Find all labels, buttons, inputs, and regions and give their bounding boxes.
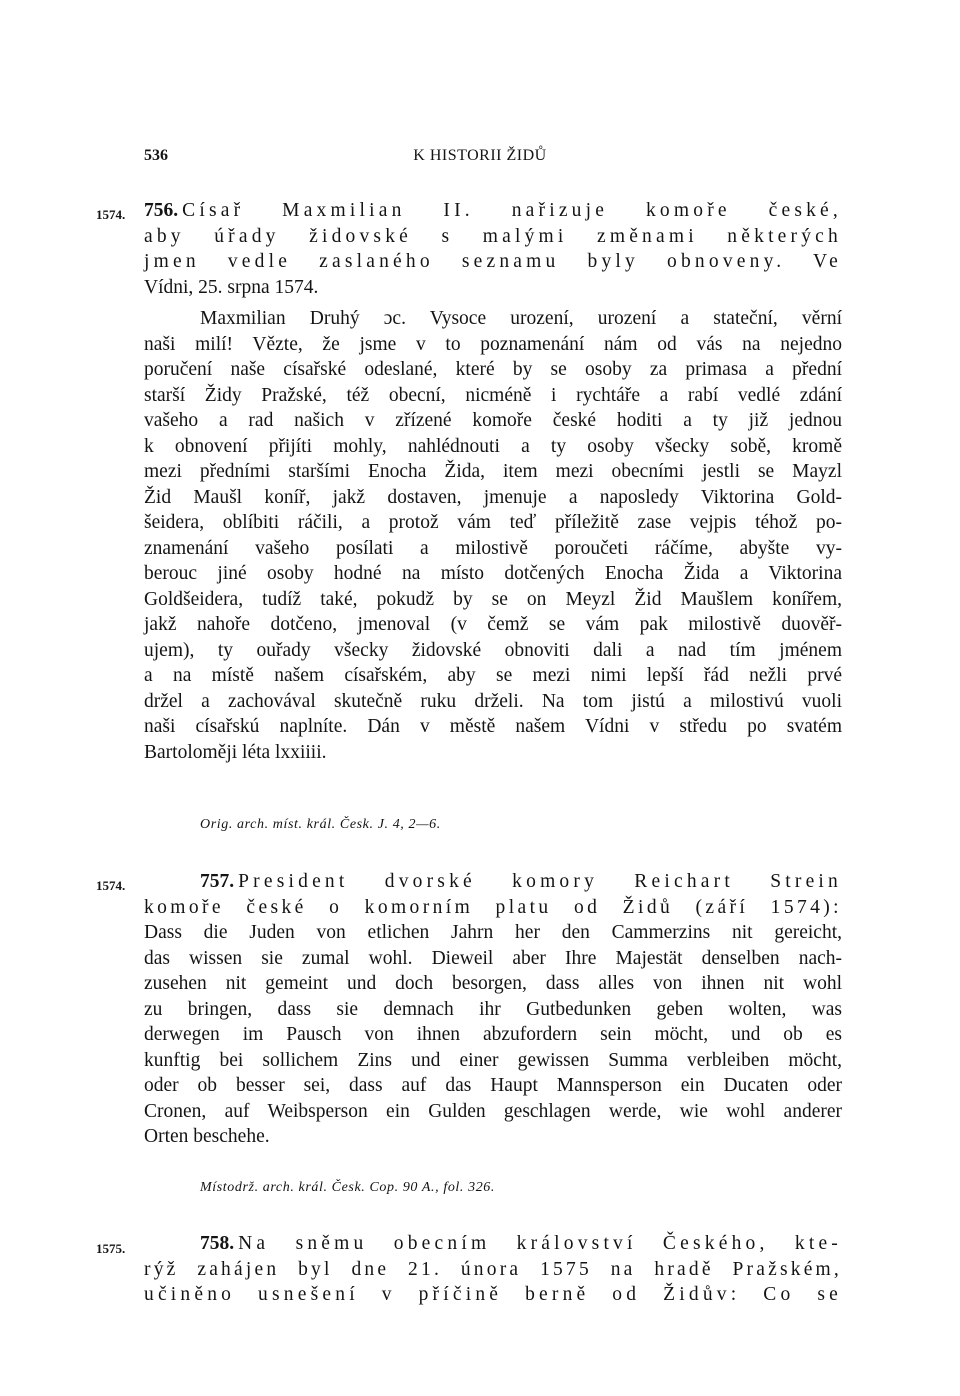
entry-text-line: Goldšeidera, tudíž také, pokudž by se on Meyzl Žid Maušlem konířem, bbox=[144, 588, 842, 610]
entry-text-line: ujem), ty ouřady všecky židovské obnoviti dali a nad tím jménem bbox=[144, 639, 842, 661]
entry-text-line: derwegen im Pausch von ihnen abzufordern sein möcht, und ob es bbox=[144, 1024, 842, 1045]
entry-year: 1574. bbox=[96, 207, 126, 222]
page-number: 536 bbox=[144, 147, 168, 164]
entry-text-line: jakž nahoře dotčeno, jmenoval (v čemž se vám pak milostivě duověř- bbox=[144, 614, 842, 635]
entry-text-line: starší Židy Pražské, též obecní, nicméně i rychtáře a rabí vedlé zdání bbox=[144, 384, 842, 406]
entry-text-line: zu bringen, dass sie demnach ihr Gutbedunken geben wolten, was bbox=[144, 998, 842, 1020]
entry-text-line: Žid Maušl koníř, jakž dostaven, jmenuje a naposledy Viktorina Gold- bbox=[144, 486, 842, 508]
entry-text-line: znamenání vašeho posílati a milostivě poroučeti ráčíme, abyšte vy- bbox=[144, 537, 842, 559]
entry-year: 1575. bbox=[96, 1241, 126, 1256]
entry-number: 757. bbox=[200, 871, 235, 892]
entry-758 bbox=[144, 1231, 842, 1308]
entry-text-line: Bartoloměji léta lxxiiii. bbox=[144, 741, 327, 763]
running-title: K HISTORII ŽIDŮ bbox=[413, 147, 547, 164]
entry-text-line: Orten beschehe. bbox=[144, 1126, 270, 1147]
entry-text-line: poručení naše císařské odeslané, které by se osoby za primasa a přední bbox=[144, 359, 842, 380]
entry-text-line: vašeho a rad našich v zřízené komoře české hoditi a ty již jednou bbox=[144, 410, 842, 431]
entry-number: 756. bbox=[144, 200, 179, 221]
entry-title-line: 758. Na sněmu obecním království Českého, kte- bbox=[200, 1233, 842, 1254]
entry-title-line: jmen vedle zaslaného seznamu byly obnoveny. Ve bbox=[144, 251, 842, 272]
source-citation: Orig. arch. míst. král. Česk. J. 4, 2—6. bbox=[200, 817, 441, 832]
entry-number: 758. bbox=[200, 1233, 235, 1254]
entry-title-line: 756. Císař Maxmilian II. nařizuje komoře české, bbox=[144, 200, 842, 221]
entry-text-line: naši císařskú naplníte. Dán v městě našem Vídni v středu po svatém bbox=[144, 716, 842, 737]
entry-text-line: Maxmilian Druhý ɔc. Vysoce urození, urození a stateční, věrní bbox=[200, 308, 842, 329]
entry-text-line: zusehen nit gemeint und doch besorgen, dass alles von ihnen nit wohl bbox=[144, 973, 842, 994]
entry-text-line: kunftig bei sollichem Zins und einer gewissen Summa verbleiben möcht, bbox=[144, 1049, 842, 1071]
entry-text-line: Cronen, auf Weibsperson ein Gulden geschlagen werde, wie wohl anderer bbox=[144, 1100, 842, 1122]
entry-place-date: Vídni, 25. srpna 1574. bbox=[144, 276, 319, 298]
entry-title-line: komoře české o komorním platu od Židů (září 1574): bbox=[144, 896, 842, 918]
entry-text-line: berouc jiné osoby hodné na místo dotčených Enocha Žida a Viktorina bbox=[144, 563, 842, 584]
entry-756 bbox=[144, 198, 842, 765]
entry-text-line: Dass die Juden von etlichen Jahrn her den Cammerzins nit gereicht, bbox=[144, 922, 842, 943]
entry-title-line: aby úřady židovské s malými změnami některých bbox=[144, 225, 842, 247]
entry-text-line: držel a zachovával skutečně ruku drželi. Na tom jistú a milostivú vuoli bbox=[144, 690, 842, 712]
page-header bbox=[0, 147, 960, 171]
entry-text-line: mezi předními staršími Enocha Žida, item mezi obecními jestli se Mayzl bbox=[144, 461, 842, 482]
entry-text-line: das wissen sie zumal wohl. Dieweil aber Ihre Majestät denselben nach- bbox=[144, 947, 842, 969]
entry-year: 1574. bbox=[96, 878, 126, 893]
entry-text-line: šeidera, oblíbiti ráčili, a protož vám teď příležitě zase vejpis téhož po- bbox=[144, 512, 842, 533]
source-citation: Místodrž. arch. král. Česk. Cop. 90 A., fol. 326. bbox=[200, 1180, 496, 1195]
entry-text-line: a na místě našem císařském, aby se mezi nimi lepší řád nežli prvé bbox=[144, 665, 842, 686]
entry-text-line: naši milí! Vězte, že jsme v to poznamenání nám od vás na nejedno bbox=[144, 333, 842, 355]
entry-title-line: 757. President dvorské komory Reichart Strein bbox=[200, 871, 842, 892]
entry-text-line: oder ob besser sei, dass auf das Haupt Mannsperson ein Ducaten oder bbox=[144, 1075, 842, 1096]
entry-text-line: k obnovení přijíti mohly, nahlédnouti a ty osoby všecky sobě, kromě bbox=[144, 435, 842, 457]
entry-757 bbox=[144, 869, 842, 1150]
entry-title-line: učiněno usnešení v příčině berně od Židův: Co se bbox=[144, 1284, 842, 1305]
entry-title-line: rýž zahájen byl dne 21. února 1575 na hradě Pražském, bbox=[144, 1258, 842, 1280]
